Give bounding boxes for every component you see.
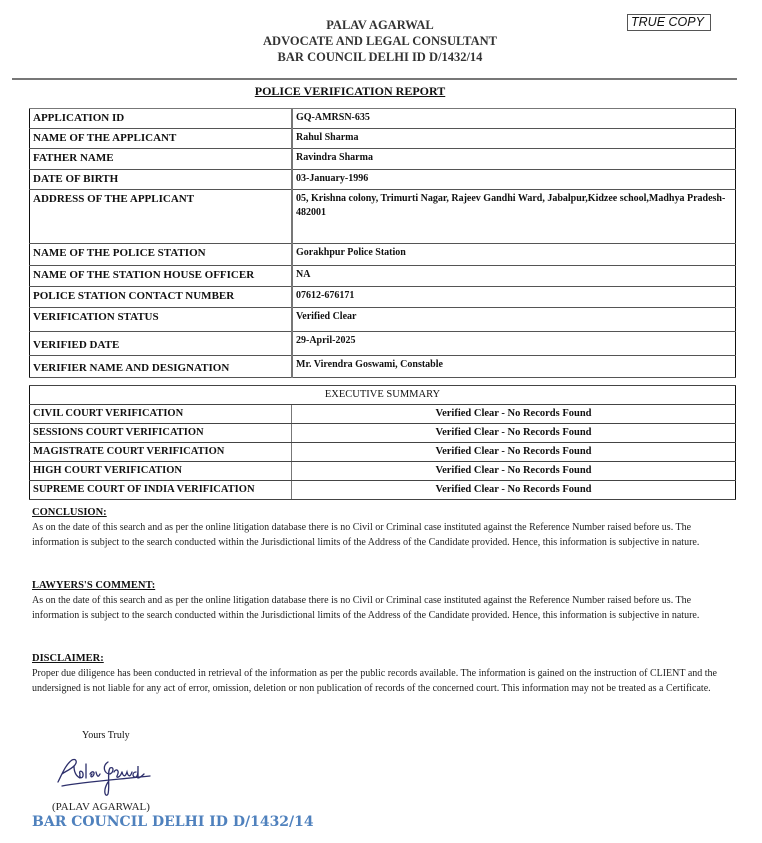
- court-status: Verified Clear - No Records Found: [292, 424, 736, 443]
- table-row: [30, 109, 736, 129]
- row-label: NAME OF THE APPLICANT: [30, 129, 293, 149]
- summary-header-row: [30, 386, 736, 405]
- header-divider: [12, 78, 737, 80]
- table-row: [30, 308, 736, 332]
- court-status: Verified Clear - No Records Found: [292, 443, 736, 462]
- signature-icon: [52, 752, 162, 802]
- row-value: NA: [292, 266, 736, 287]
- table-row: [30, 332, 736, 356]
- row-value: Rahul Sharma: [292, 129, 736, 149]
- lawyers-comment-title: LAWYERS'S COMMENT:: [32, 580, 156, 591]
- row-label: VERIFIER NAME AND DESIGNATION: [30, 356, 293, 378]
- row-value: 07612-676171: [292, 287, 736, 308]
- table-row: [30, 244, 736, 266]
- row-value: Gorakhpur Police Station: [292, 244, 736, 266]
- row-value: 29-April-2025: [292, 332, 736, 356]
- closing-text: Yours Truly: [82, 730, 130, 741]
- advocate-title: ADVOCATE AND LEGAL CONSULTANT: [263, 34, 497, 48]
- table-row: [30, 424, 736, 443]
- court-label: CIVIL COURT VERIFICATION: [30, 405, 292, 424]
- details-table: [29, 108, 736, 378]
- court-label: HIGH COURT VERIFICATION: [30, 462, 292, 481]
- signatory-bar-id: BAR COUNCIL DELHI ID D/1432/14: [32, 814, 314, 830]
- court-status: Verified Clear - No Records Found: [292, 405, 736, 424]
- summary-title: EXECUTIVE SUMMARY: [30, 386, 736, 405]
- row-value: 05, Krishna colony, Trimurti Nagar, Rajeev Gandhi Ward, Jabalpur,Kidzee school,Madhya Pradesh-482001: [292, 190, 736, 244]
- lawyers-comment-section: [32, 578, 732, 623]
- conclusion-title: CONCLUSION:: [32, 507, 107, 518]
- row-label: VERIFICATION STATUS: [30, 308, 293, 332]
- table-row: [30, 356, 736, 378]
- table-row: [30, 149, 736, 170]
- row-value: Mr. Virendra Goswami, Constable: [292, 356, 736, 378]
- row-label: POLICE STATION CONTACT NUMBER: [30, 287, 293, 308]
- table-row: [30, 190, 736, 244]
- advocate-name: PALAV AGARWAL: [326, 18, 434, 32]
- conclusion-text: As on the date of this search and as per the online litigation database there is no Civil or Criminal case instituted against the Reference Number raised before us. The information is subject to the search conducted within the Jurisdictional limits of the Address of the Candidate provided. Hence, this information is subjective in nature.: [32, 522, 700, 548]
- court-label: SUPREME COURT OF INDIA VERIFICATION: [30, 481, 292, 500]
- row-value: Ravindra Sharma: [292, 149, 736, 170]
- row-label: ADDRESS OF THE APPLICANT: [30, 190, 293, 244]
- table-row: [30, 405, 736, 424]
- table-row: [30, 481, 736, 500]
- report-title: POLICE VERIFICATION REPORT: [254, 84, 446, 98]
- disclaimer-text: Proper due diligence has been conducted in retrieval of the information as per the public records available. The information is gained on the instruction of CLIENT and the undersigned is not liable for any act of error, omission, deletion or non publication of records of the concerned court. This information may not be treated as a Certificate.: [32, 668, 717, 694]
- disclaimer-title: DISCLAIMER:: [32, 653, 104, 664]
- court-label: MAGISTRATE COURT VERIFICATION: [30, 443, 292, 462]
- table-row: [30, 170, 736, 190]
- row-value: GQ-AMRSN-635: [292, 109, 736, 129]
- signatory-name: (PALAV AGARWAL): [52, 801, 150, 813]
- table-row: [30, 266, 736, 287]
- row-label: NAME OF THE STATION HOUSE OFFICER: [30, 266, 293, 287]
- table-row: [30, 443, 736, 462]
- executive-summary-table: [29, 385, 736, 500]
- table-row: [30, 129, 736, 149]
- row-label: FATHER NAME: [30, 149, 293, 170]
- row-value: 03-January-1996: [292, 170, 736, 190]
- true-copy-stamp: TRUE COPY: [627, 14, 711, 31]
- row-label: NAME OF THE POLICE STATION: [30, 244, 293, 266]
- table-row: [30, 462, 736, 481]
- row-label: DATE OF BIRTH: [30, 170, 293, 190]
- disclaimer-section: [32, 651, 732, 696]
- court-status: Verified Clear - No Records Found: [292, 481, 736, 500]
- table-row: [30, 287, 736, 308]
- row-label: VERIFIED DATE: [30, 332, 293, 356]
- row-value: Verified Clear: [292, 308, 736, 332]
- row-label: APPLICATION ID: [30, 109, 293, 129]
- advocate-bar-id: BAR COUNCIL DELHI ID D/1432/14: [277, 50, 483, 64]
- court-status: Verified Clear - No Records Found: [292, 462, 736, 481]
- letterhead: [200, 17, 560, 65]
- lawyers-comment-text: As on the date of this search and as per the online litigation database there is no Civil or Criminal case instituted against the Reference Number raised before us. The information is subject to the search conducted within the Jurisdictional limits of the Address of the Candidate provided. Hence, this information is subjective in nature.: [32, 595, 700, 621]
- court-label: SESSIONS COURT VERIFICATION: [30, 424, 292, 443]
- conclusion-section: [32, 505, 732, 550]
